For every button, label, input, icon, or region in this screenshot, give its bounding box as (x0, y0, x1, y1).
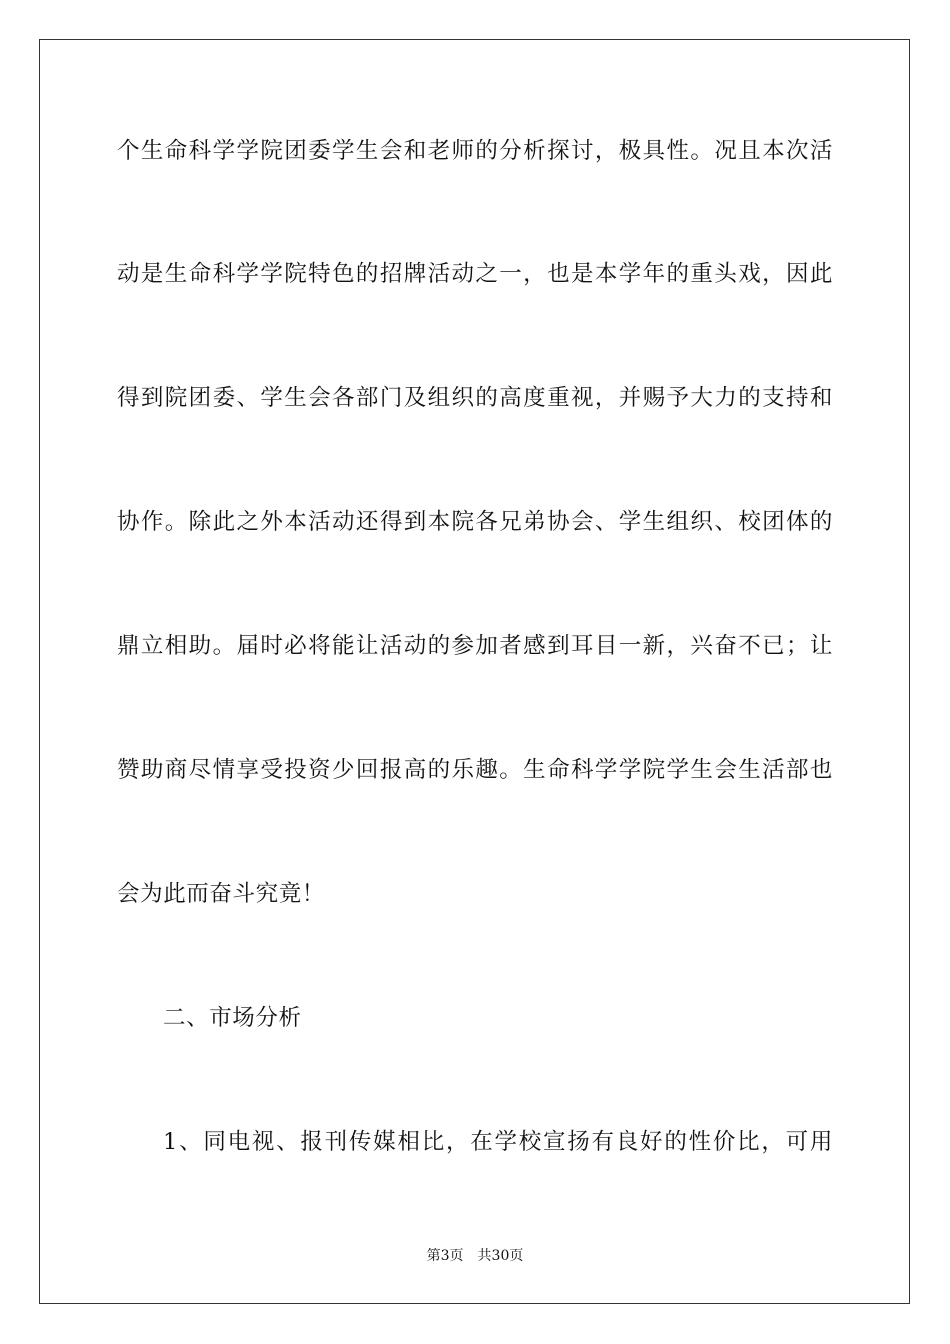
paragraph-line-3: 得到院团委、学生会各部门及组织的高度重视，并赐予大力的支持和 (117, 385, 833, 411)
paragraph-line-7: 会为此而奋斗究竟！ (117, 881, 325, 907)
page-number: 第3页 (426, 1248, 464, 1264)
page-footer (0, 1246, 950, 1266)
paragraph-line-6: 赞助商尽情享受投资少回报高的乐趣。生命科学学院学生会生活部也 (117, 757, 833, 783)
list-item-line: 1、同电视、报刊传媒相比，在学校宣扬有良好的性价比，可用 (163, 1129, 833, 1155)
paragraph-line-1: 个生命科学学院团委学生会和老师的分析探讨，极具性。况且本次活 (117, 138, 833, 164)
section-heading: 二、市场分析 (163, 1005, 302, 1031)
paragraph-line-2: 动是生命科学学院特色的招牌活动之一，也是本学年的重头戏，因此 (117, 261, 833, 287)
page-border (39, 39, 910, 1304)
total-pages: 共30页 (477, 1248, 524, 1264)
paragraph-line-5: 鼎立相助。届时必将能让活动的参加者感到耳目一新，兴奋不已；让 (117, 633, 833, 659)
paragraph-line-4: 协作。除此之外本活动还得到本院各兄弟协会、学生组织、校团体的 (117, 509, 833, 535)
